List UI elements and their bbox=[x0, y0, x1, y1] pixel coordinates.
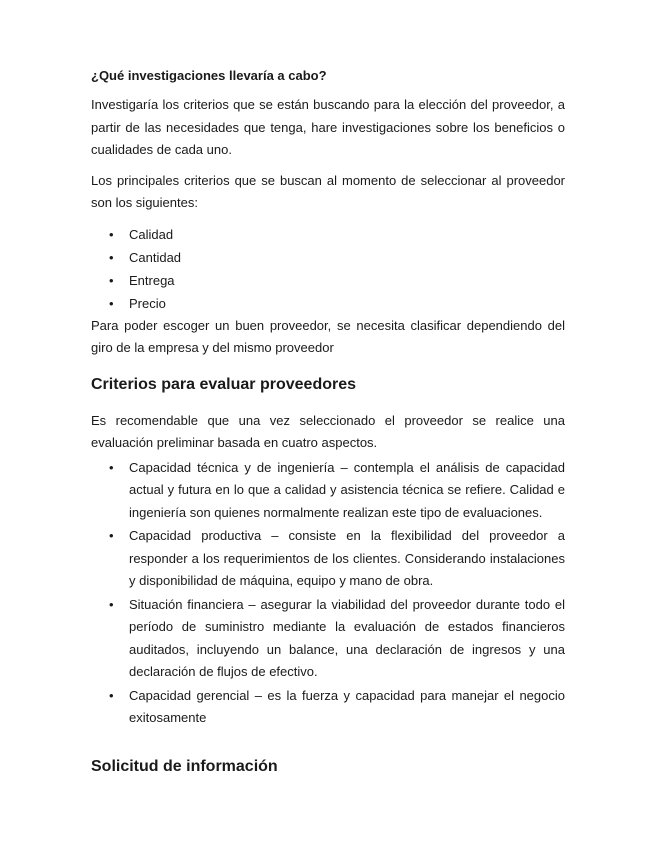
list-item-text: Entrega bbox=[129, 272, 175, 288]
list-item-text: Precio bbox=[129, 295, 166, 311]
list-item bbox=[91, 223, 565, 246]
section-title-criterios: Criterios para evaluar proveedores bbox=[91, 375, 357, 393]
bullet-icon: • bbox=[109, 226, 114, 242]
list-item bbox=[91, 269, 565, 292]
list-item bbox=[91, 525, 565, 593]
section-title-solicitud: Solicitud de información bbox=[91, 757, 278, 775]
bullet-icon: • bbox=[109, 272, 114, 288]
list-item bbox=[91, 685, 565, 730]
bullet-icon: • bbox=[109, 459, 114, 475]
list-item bbox=[91, 457, 565, 525]
classification-paragraph: Para poder escoger un buen proveedor, se necesita clasificar dependiendo del giro de la empresa y del mismo proveedor bbox=[91, 317, 565, 355]
aspect-text: Situación financiera – asegurar la viabilidad del proveedor durante todo el período de suministro mediante la evaluación de estados financieros auditados, incluyendo un balance, una declaración de ingresos y una declaración de flujos de efectivo. bbox=[129, 596, 565, 679]
document-page bbox=[91, 66, 565, 792]
aspect-text: Capacidad productiva – consiste en la flexibilidad del proveedor a responder a los requerimientos de los clientes. Considerando instalaciones y disponibilidad de máquina, equipo y mano de obra. bbox=[129, 528, 565, 588]
list-item bbox=[91, 292, 565, 315]
question-heading: ¿Qué investigaciones llevaría a cabo? bbox=[91, 68, 327, 83]
intro-paragraph: Investigaría los criterios que se están buscando para la elección del proveedor, a partir de las necesidades que tenga, hare investigaciones sobre los beneficios o cualidades de cada uno. bbox=[91, 97, 565, 157]
aspect-text: Capacidad gerencial – es la fuerza y capacidad para manejar el negocio exitosamente bbox=[129, 687, 565, 725]
list-item-text: Calidad bbox=[129, 226, 174, 242]
aspect-text: Capacidad técnica y de ingeniería – contempla el análisis de capacidad actual y futura en lo que a calidad y asistencia técnica se refiere. Calidad e ingeniería son quienes normalmente realizan este tipo de evaluaciones. bbox=[129, 459, 565, 520]
criteria-list bbox=[91, 223, 565, 315]
list-item-text: Cantidad bbox=[129, 249, 182, 265]
bullet-icon: • bbox=[109, 596, 114, 612]
bullet-icon: • bbox=[109, 295, 114, 311]
list-item bbox=[91, 246, 565, 269]
bullet-icon: • bbox=[109, 687, 114, 703]
bullet-icon: • bbox=[109, 528, 114, 543]
aspects-list bbox=[91, 457, 565, 730]
list-item bbox=[91, 594, 565, 684]
criteria-paragraph: Los principales criterios que se buscan al momento de seleccionar al proveedor son los siguientes: bbox=[91, 172, 565, 210]
evaluation-paragraph: Es recomendable que una vez seleccionado el proveedor se realice una evaluación preliminar basada en cuatro aspectos. bbox=[91, 412, 565, 450]
bullet-icon: • bbox=[109, 249, 114, 265]
